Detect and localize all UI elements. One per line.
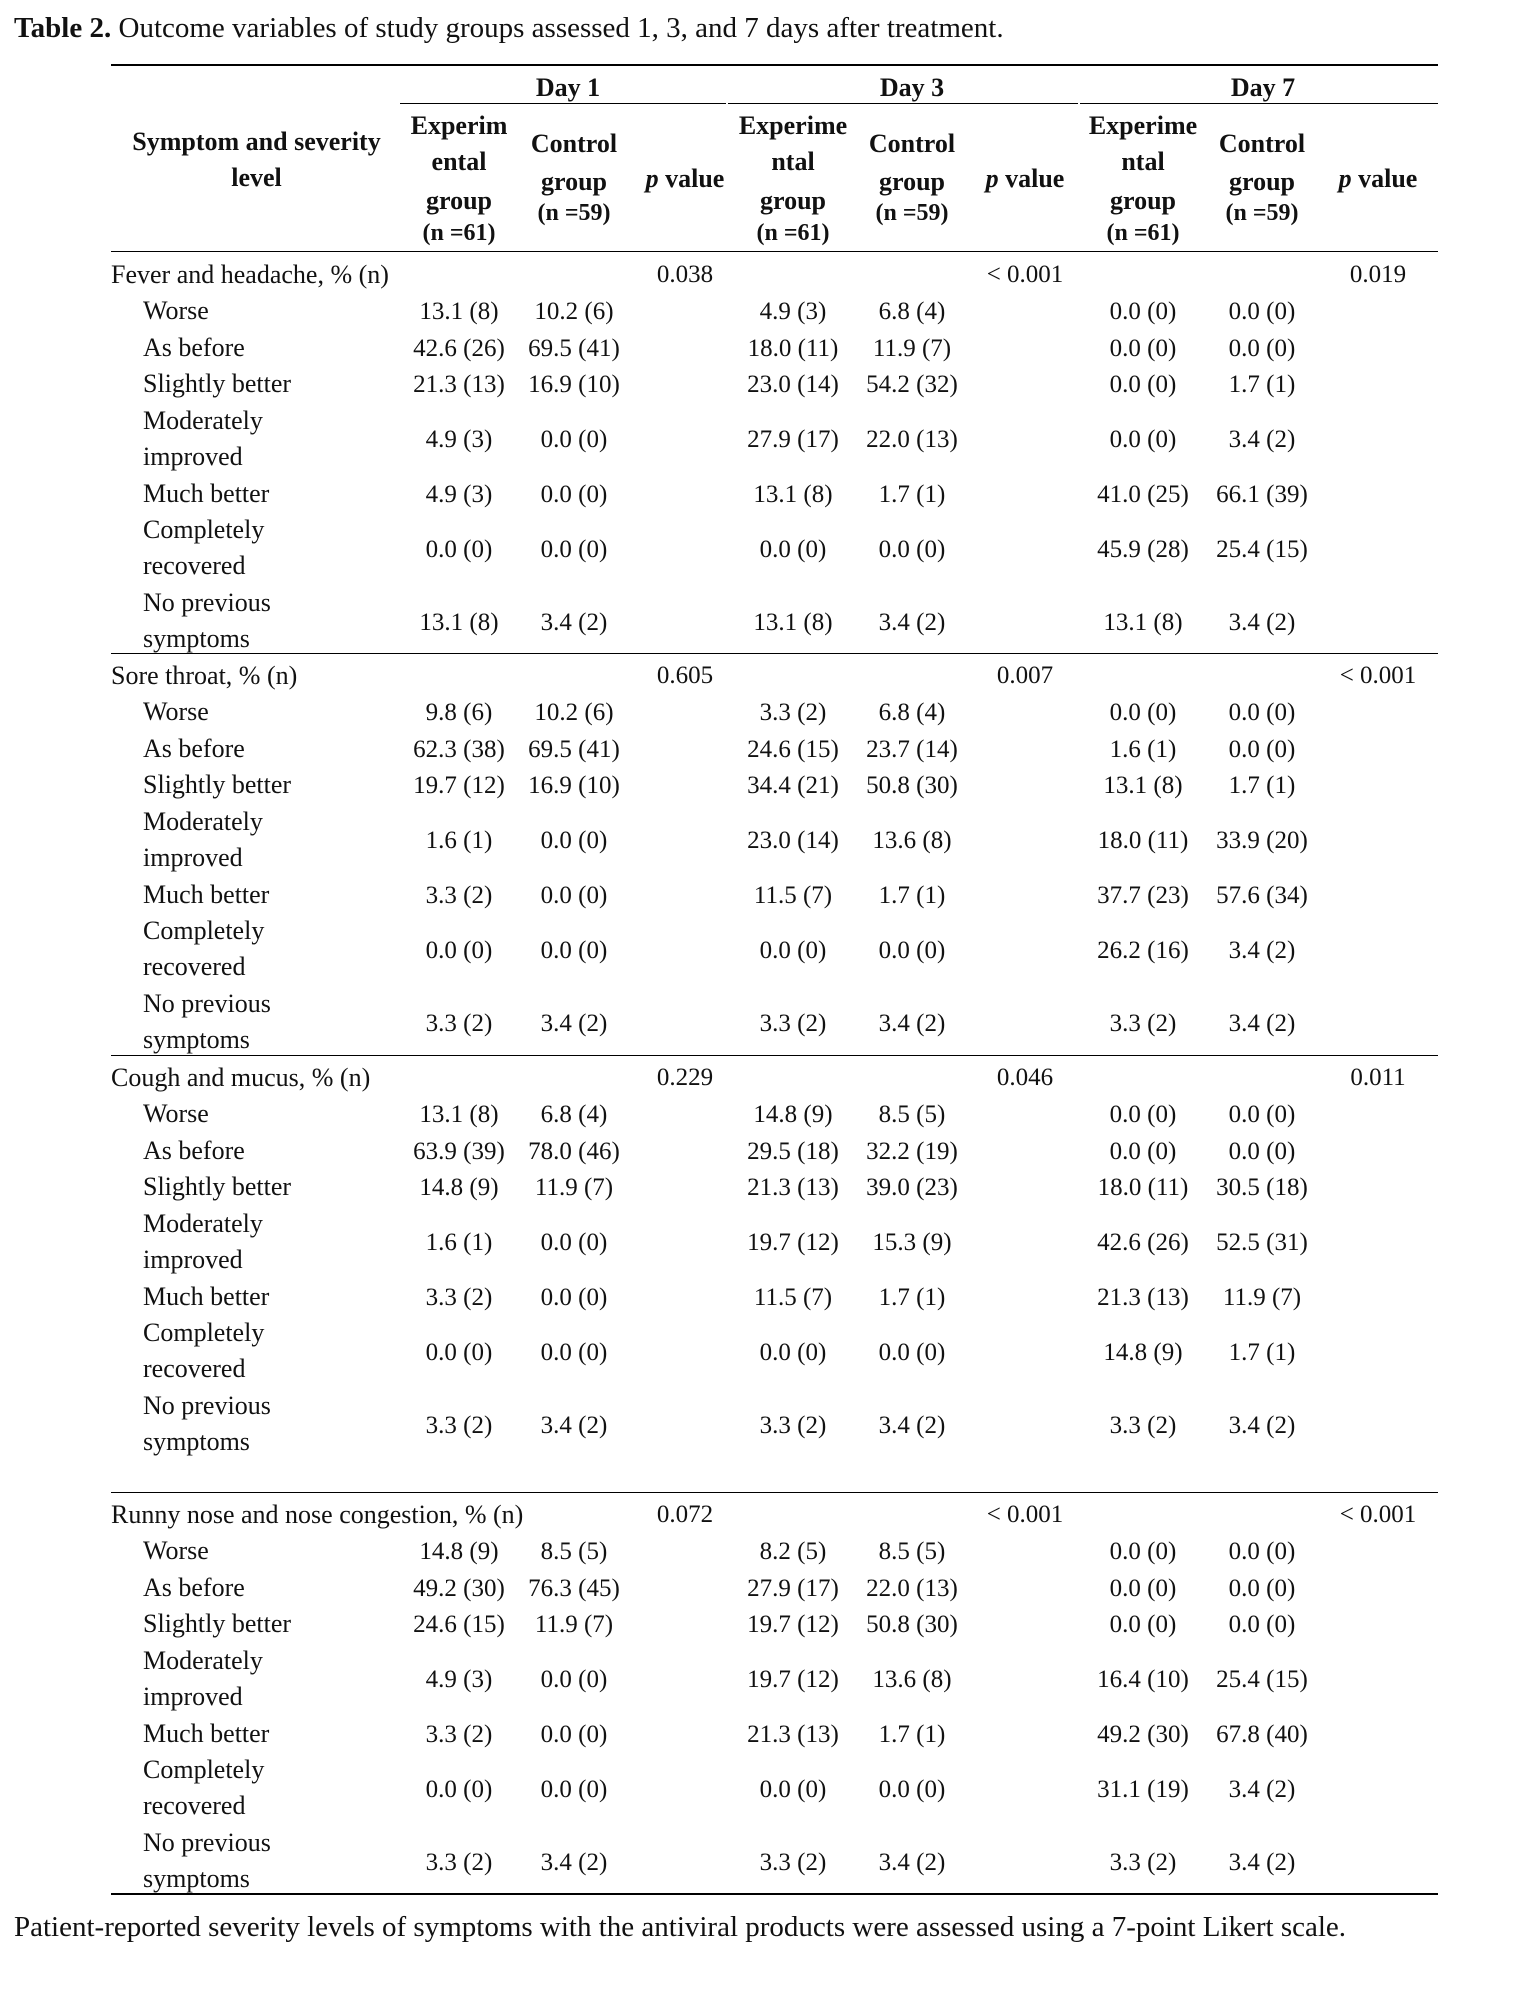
severity-level: Slightly better xyxy=(143,770,292,799)
symptom-col-header: level xyxy=(231,163,282,192)
section-title: Cough and mucus, % (n) xyxy=(111,1063,371,1092)
exp-group-n: (n =61) xyxy=(756,220,830,246)
severity-level: Slightly better xyxy=(143,369,292,398)
table-cell: 13.1 (8) xyxy=(753,480,833,508)
control-group-header: group xyxy=(879,167,945,196)
table-cell: 25.4 (15) xyxy=(1216,535,1308,563)
table-cell: 50.8 (30) xyxy=(866,772,958,800)
table-cell: 69.5 (41) xyxy=(528,334,620,362)
table-cell: 13.6 (8) xyxy=(872,827,952,854)
table-cell: 3.4 (2) xyxy=(1228,1411,1296,1439)
severity-level: recovered xyxy=(143,1354,246,1383)
table-cell: 0.0 (0) xyxy=(540,480,608,508)
table-cell: 78.0 (46) xyxy=(528,1137,620,1165)
p-value: < 0.001 xyxy=(1339,662,1417,689)
table-cell: 50.8 (30) xyxy=(866,1611,958,1639)
table-cell: 1.7 (1) xyxy=(1228,371,1296,399)
section-title: Sore throat, % (n) xyxy=(111,661,298,690)
severity-level: Completely xyxy=(143,1755,265,1784)
table-cell: 6.8 (4) xyxy=(878,298,946,326)
severity-level: Moderately xyxy=(143,1645,263,1675)
header-rule xyxy=(111,251,1438,252)
symptom-col-header: Symptom and severity xyxy=(132,127,381,156)
table-cell: 3.3 (2) xyxy=(425,1411,493,1439)
table-cell: 6.8 (4) xyxy=(878,699,946,727)
table-cell: 11.9 (7) xyxy=(872,334,952,362)
table-cell: 39.0 (23) xyxy=(866,1174,958,1202)
table-cell: 57.6 (34) xyxy=(1216,881,1308,909)
table-cell: 0.0 (0) xyxy=(1228,1574,1296,1602)
table-cell: 33.9 (20) xyxy=(1216,827,1308,854)
table-cell: 3.4 (2) xyxy=(878,1848,946,1876)
table-cell: 0.0 (0) xyxy=(1109,699,1177,727)
table-cell: 1.6 (1) xyxy=(1109,735,1177,763)
table-cell: 0.0 (0) xyxy=(1109,1137,1177,1165)
table-cell: 3.3 (2) xyxy=(759,1848,827,1876)
table-cell: 29.5 (18) xyxy=(747,1137,839,1165)
table-cell: 10.2 (6) xyxy=(534,699,614,727)
table-cell: 0.0 (0) xyxy=(1109,426,1177,453)
severity-level: Moderately xyxy=(143,806,263,836)
table-cell: 34.4 (21) xyxy=(747,772,839,800)
table-cell: 0.0 (0) xyxy=(540,1229,608,1256)
table-cell: 0.0 (0) xyxy=(1109,1611,1177,1639)
severity-level: Much better xyxy=(143,1281,270,1311)
severity-level: Moderately xyxy=(143,1208,263,1238)
severity-level: Moderately xyxy=(143,405,263,435)
table-cell: 3.4 (2) xyxy=(878,1411,946,1439)
table-cell: 45.9 (28) xyxy=(1097,535,1189,563)
severity-level: improved xyxy=(143,441,243,471)
table-cell: 18.0 (11) xyxy=(1097,1174,1189,1202)
table-cell: 16.9 (10) xyxy=(528,371,620,399)
section-title: Fever and headache, % (n) xyxy=(111,260,389,289)
p-value-header: p value xyxy=(645,164,725,193)
table-cell: 3.3 (2) xyxy=(425,1009,493,1037)
exp-group-header: ntal xyxy=(771,147,815,176)
table-cell: 54.2 (32) xyxy=(866,371,958,399)
table-cell: 0.0 (0) xyxy=(759,936,827,964)
table-cell: 0.0 (0) xyxy=(878,535,946,563)
table-cell: 0.0 (0) xyxy=(425,1338,493,1366)
table-cell: 15.3 (9) xyxy=(872,1229,952,1256)
table-cell: 21.3 (13) xyxy=(747,1174,839,1202)
section-rule-4 xyxy=(111,1492,1438,1493)
table-cell: 24.6 (15) xyxy=(413,1611,505,1639)
table-cell: 3.3 (2) xyxy=(759,1009,827,1037)
control-group-header: group xyxy=(1229,167,1295,196)
table-cell: 23.0 (14) xyxy=(747,827,839,854)
table-cell: 26.2 (16) xyxy=(1097,936,1189,964)
table-cell: 13.1 (8) xyxy=(419,298,499,326)
p-value: 0.011 xyxy=(1350,1064,1406,1091)
control-group-header: Control xyxy=(1218,129,1306,158)
table-cell: 76.3 (45) xyxy=(528,1574,620,1602)
table-cell: 13.1 (8) xyxy=(1103,772,1183,800)
table-cell: 0.0 (0) xyxy=(425,1775,493,1803)
table-cell: 49.2 (30) xyxy=(1097,1720,1189,1748)
p-value: 0.046 xyxy=(996,1064,1054,1091)
table-cell: 3.4 (2) xyxy=(1228,1775,1296,1803)
table-cell: 22.0 (13) xyxy=(866,426,958,453)
table-cell: 13.1 (8) xyxy=(419,1101,499,1129)
table-cell: 0.0 (0) xyxy=(1109,298,1177,326)
table-cell: 0.0 (0) xyxy=(878,1338,946,1366)
p-value: 0.007 xyxy=(996,662,1054,689)
table-cell: 4.9 (3) xyxy=(425,1666,493,1693)
table-cell: 3.4 (2) xyxy=(540,608,608,636)
table-cell: 4.9 (3) xyxy=(759,298,827,326)
table-cell: 3.3 (2) xyxy=(759,699,827,727)
table-cell: 0.0 (0) xyxy=(1109,1101,1177,1129)
table-cell: 3.3 (2) xyxy=(425,1848,493,1876)
control-group-n: (n =59) xyxy=(537,200,611,226)
table-cell: 1.7 (1) xyxy=(878,881,946,909)
p-value: 0.019 xyxy=(1349,261,1407,288)
severity-level: recovered xyxy=(143,551,246,580)
table-cell: 9.8 (6) xyxy=(425,699,493,727)
exp-group-header: group xyxy=(1110,186,1176,215)
table-cell: 23.7 (14) xyxy=(866,735,958,763)
table-cell: 0.0 (0) xyxy=(540,936,608,964)
table-cell: 19.7 (12) xyxy=(413,772,505,800)
table-cell: 13.1 (8) xyxy=(1103,608,1183,636)
table-cell: 10.2 (6) xyxy=(534,298,614,326)
table-cell: 41.0 (25) xyxy=(1097,480,1189,508)
table-cell: 42.6 (26) xyxy=(413,334,505,362)
exp-group-header: ental xyxy=(431,147,487,176)
table-cell: 24.6 (15) xyxy=(747,735,839,763)
table-cell: 1.7 (1) xyxy=(1228,772,1296,800)
table-cell: 0.0 (0) xyxy=(1228,1611,1296,1639)
table-title: Outcome variables of study groups assessed 1, 3, and 7 days after treatment. xyxy=(118,12,1004,44)
table-cell: 14.8 (9) xyxy=(753,1101,833,1129)
table-cell: 18.0 (11) xyxy=(1097,827,1189,854)
top-rule xyxy=(111,64,1438,66)
table-cell: 69.5 (41) xyxy=(528,735,620,763)
table-cell: 3.4 (2) xyxy=(1228,426,1296,453)
control-group-n: (n =59) xyxy=(875,200,949,226)
severity-level: symptoms xyxy=(143,1864,250,1893)
table-cell: 18.0 (11) xyxy=(747,334,839,362)
table-cell: 0.0 (0) xyxy=(1228,1538,1296,1566)
table-cell: 31.1 (19) xyxy=(1097,1775,1189,1803)
table-cell: 11.5 (7) xyxy=(753,1283,833,1311)
severity-level: Much better xyxy=(143,879,270,909)
table-cell: 3.3 (2) xyxy=(759,1411,827,1439)
control-group-header: Control xyxy=(530,129,618,158)
severity-level: recovered xyxy=(143,952,246,981)
day-header-2: Day 3 xyxy=(879,73,945,102)
table-cell: 1.7 (1) xyxy=(878,1720,946,1748)
day-rule-2 xyxy=(728,103,1078,104)
table-cell: 62.3 (38) xyxy=(413,735,505,763)
table-cell: 21.3 (13) xyxy=(747,1720,839,1748)
table-cell: 22.0 (13) xyxy=(866,1574,958,1602)
severity-level: symptoms xyxy=(143,624,250,653)
table-cell: 8.5 (5) xyxy=(878,1101,946,1129)
table-cell: 27.9 (17) xyxy=(747,426,839,453)
table-cell: 0.0 (0) xyxy=(1228,1137,1296,1165)
p-value: 0.605 xyxy=(656,662,714,689)
severity-level: Completely xyxy=(143,515,265,544)
severity-level: improved xyxy=(143,1681,243,1711)
table-cell: 3.4 (2) xyxy=(1228,608,1296,636)
severity-level: Worse xyxy=(143,697,209,726)
table-cell: 14.8 (9) xyxy=(419,1538,499,1566)
table-cell: 16.9 (10) xyxy=(528,772,620,800)
severity-level: No previous xyxy=(143,588,271,617)
severity-level: symptoms xyxy=(143,1427,250,1456)
section-rule-2 xyxy=(111,653,1438,654)
table-cell: 52.5 (31) xyxy=(1216,1229,1308,1256)
severity-level: As before xyxy=(143,332,245,362)
table-cell: 23.0 (14) xyxy=(747,371,839,399)
table-cell: 0.0 (0) xyxy=(1228,735,1296,763)
table-cell: 3.4 (2) xyxy=(540,1009,608,1037)
exp-group-n: (n =61) xyxy=(1106,220,1180,246)
table-cell: 19.7 (12) xyxy=(747,1229,839,1256)
table-cell: 0.0 (0) xyxy=(878,936,946,964)
severity-level: Worse xyxy=(143,296,209,325)
control-group-header: group xyxy=(541,167,607,196)
table-cell: 30.5 (18) xyxy=(1216,1174,1308,1202)
table-cell: 14.8 (9) xyxy=(1103,1338,1183,1366)
table-cell: 8.5 (5) xyxy=(540,1538,608,1566)
exp-group-n: (n =61) xyxy=(422,220,496,246)
table-cell: 3.4 (2) xyxy=(1228,1848,1296,1876)
table-cell: 66.1 (39) xyxy=(1216,480,1308,508)
p-value: < 0.001 xyxy=(986,1501,1064,1528)
p-value: < 0.001 xyxy=(1339,1501,1417,1528)
table-cell: 0.0 (0) xyxy=(540,881,608,909)
exp-group-header: group xyxy=(426,186,492,215)
table-cell: 13.1 (8) xyxy=(419,608,499,636)
table-cell: 0.0 (0) xyxy=(1109,1574,1177,1602)
table-cell: 0.0 (0) xyxy=(1109,371,1177,399)
table-footnote: Patient-reported severity levels of symptoms with the antiviral products were assessed using a 7-point Likert scale. xyxy=(14,1911,1347,1943)
severity-level: No previous xyxy=(143,989,271,1018)
severity-level: Completely xyxy=(143,1318,265,1347)
section-title: Runny nose and nose congestion, % (n) xyxy=(111,1500,524,1529)
table-caption xyxy=(14,8,1004,48)
bottom-rule xyxy=(111,1893,1438,1895)
table-cell: 14.8 (9) xyxy=(419,1174,499,1202)
table-cell: 4.9 (3) xyxy=(425,426,493,453)
table-cell: 0.0 (0) xyxy=(1109,334,1177,362)
table-cell: 3.3 (2) xyxy=(425,881,493,909)
severity-level: Slightly better xyxy=(143,1609,292,1638)
severity-level: improved xyxy=(143,842,243,872)
table-cell: 3.3 (2) xyxy=(1109,1411,1177,1439)
table-cell: 8.2 (5) xyxy=(759,1538,827,1566)
table-cell: 13.6 (8) xyxy=(872,1666,952,1693)
table-cell: 0.0 (0) xyxy=(540,827,608,854)
table-cell: 13.1 (8) xyxy=(753,608,833,636)
exp-group-header: Experime xyxy=(738,111,848,140)
table-cell: 1.6 (1) xyxy=(425,1229,493,1256)
day-rule-3 xyxy=(1080,103,1438,104)
severity-level: symptoms xyxy=(143,1025,250,1054)
p-value-header: p value xyxy=(985,164,1065,193)
table-cell: 11.9 (7) xyxy=(534,1174,614,1202)
table-label: Table 2. xyxy=(14,12,112,44)
table-cell: 0.0 (0) xyxy=(1228,699,1296,727)
severity-level: Much better xyxy=(143,478,270,508)
table-cell: 0.0 (0) xyxy=(540,1338,608,1366)
table-cell: 3.4 (2) xyxy=(1228,1009,1296,1037)
table-cell: 0.0 (0) xyxy=(1228,1101,1296,1129)
table-cell: 0.0 (0) xyxy=(425,535,493,563)
severity-level: No previous xyxy=(143,1391,271,1420)
table-cell: 0.0 (0) xyxy=(759,535,827,563)
table-cell: 8.5 (5) xyxy=(878,1538,946,1566)
p-value: 0.038 xyxy=(656,261,714,288)
table-cell: 0.0 (0) xyxy=(425,936,493,964)
section-rule-3 xyxy=(111,1055,1438,1056)
table-cell: 6.8 (4) xyxy=(540,1101,608,1129)
table-cell: 3.3 (2) xyxy=(425,1720,493,1748)
severity-level: As before xyxy=(143,733,245,763)
table-cell: 19.7 (12) xyxy=(747,1666,839,1693)
table-cell: 1.7 (1) xyxy=(878,480,946,508)
p-value: 0.229 xyxy=(656,1064,714,1091)
table-cell: 0.0 (0) xyxy=(540,535,608,563)
table-cell: 4.9 (3) xyxy=(425,480,493,508)
severity-level: Much better xyxy=(143,1718,270,1748)
severity-level: Slightly better xyxy=(143,1172,292,1201)
day-header-1: Day 1 xyxy=(535,73,601,102)
p-value: 0.072 xyxy=(656,1501,714,1528)
severity-level: No previous xyxy=(143,1828,271,1857)
control-group-header: Control xyxy=(868,129,956,158)
table-cell: 3.3 (2) xyxy=(1109,1848,1177,1876)
severity-level: As before xyxy=(143,1572,245,1602)
table-cell: 0.0 (0) xyxy=(1228,298,1296,326)
table-cell: 0.0 (0) xyxy=(759,1775,827,1803)
table-cell: 11.9 (7) xyxy=(534,1611,614,1639)
table-cell: 49.2 (30) xyxy=(413,1574,505,1602)
day-rule-1 xyxy=(400,103,726,104)
exp-group-header: Experim xyxy=(410,111,508,140)
p-value: < 0.001 xyxy=(986,261,1064,288)
table-cell: 63.9 (39) xyxy=(413,1137,505,1165)
severity-level: Worse xyxy=(143,1099,209,1128)
table-cell: 16.4 (10) xyxy=(1097,1666,1189,1693)
table-cell: 67.8 (40) xyxy=(1216,1720,1308,1748)
table-cell: 0.0 (0) xyxy=(540,1720,608,1748)
table-cell: 3.4 (2) xyxy=(1228,936,1296,964)
table-cell: 1.7 (1) xyxy=(1228,1338,1296,1366)
table-cell: 0.0 (0) xyxy=(540,1775,608,1803)
table-cell: 0.0 (0) xyxy=(1228,334,1296,362)
day-header-3: Day 7 xyxy=(1230,73,1296,102)
table-cell: 0.0 (0) xyxy=(759,1338,827,1366)
table-cell: 19.7 (12) xyxy=(747,1611,839,1639)
exp-group-header: group xyxy=(760,186,826,215)
table-cell: 0.0 (0) xyxy=(540,426,608,453)
table-cell: 1.7 (1) xyxy=(878,1283,946,1311)
exp-group-header: Experime xyxy=(1088,111,1198,140)
table-cell: 11.9 (7) xyxy=(1222,1283,1302,1311)
control-group-n: (n =59) xyxy=(1225,200,1299,226)
table-cell: 0.0 (0) xyxy=(878,1775,946,1803)
table-cell: 0.0 (0) xyxy=(540,1283,608,1311)
p-value-header: p value xyxy=(1338,164,1418,193)
table-cell: 3.4 (2) xyxy=(540,1411,608,1439)
table-cell: 11.5 (7) xyxy=(753,881,833,909)
table-cell: 21.3 (13) xyxy=(1097,1283,1189,1311)
table-cell: 3.3 (2) xyxy=(425,1283,493,1311)
table-cell: 3.4 (2) xyxy=(540,1848,608,1876)
table-cell: 32.2 (19) xyxy=(866,1137,958,1165)
severity-level: recovered xyxy=(143,1791,246,1820)
severity-level: improved xyxy=(143,1244,243,1274)
table-cell: 25.4 (15) xyxy=(1216,1666,1308,1693)
table-cell: 3.4 (2) xyxy=(878,608,946,636)
table-cell: 27.9 (17) xyxy=(747,1574,839,1602)
table-cell: 42.6 (26) xyxy=(1097,1229,1189,1256)
table-cell: 37.7 (23) xyxy=(1097,881,1189,909)
exp-group-header: ntal xyxy=(1121,147,1165,176)
table-cell: 3.3 (2) xyxy=(1109,1009,1177,1037)
table-cell: 3.4 (2) xyxy=(878,1009,946,1037)
severity-level: As before xyxy=(143,1135,245,1165)
table-cell: 0.0 (0) xyxy=(540,1666,608,1693)
table-cell: 21.3 (13) xyxy=(413,371,505,399)
table-cell: 1.6 (1) xyxy=(425,827,493,854)
table-cell: 0.0 (0) xyxy=(1109,1538,1177,1566)
severity-level: Completely xyxy=(143,916,265,945)
severity-level: Worse xyxy=(143,1536,209,1565)
